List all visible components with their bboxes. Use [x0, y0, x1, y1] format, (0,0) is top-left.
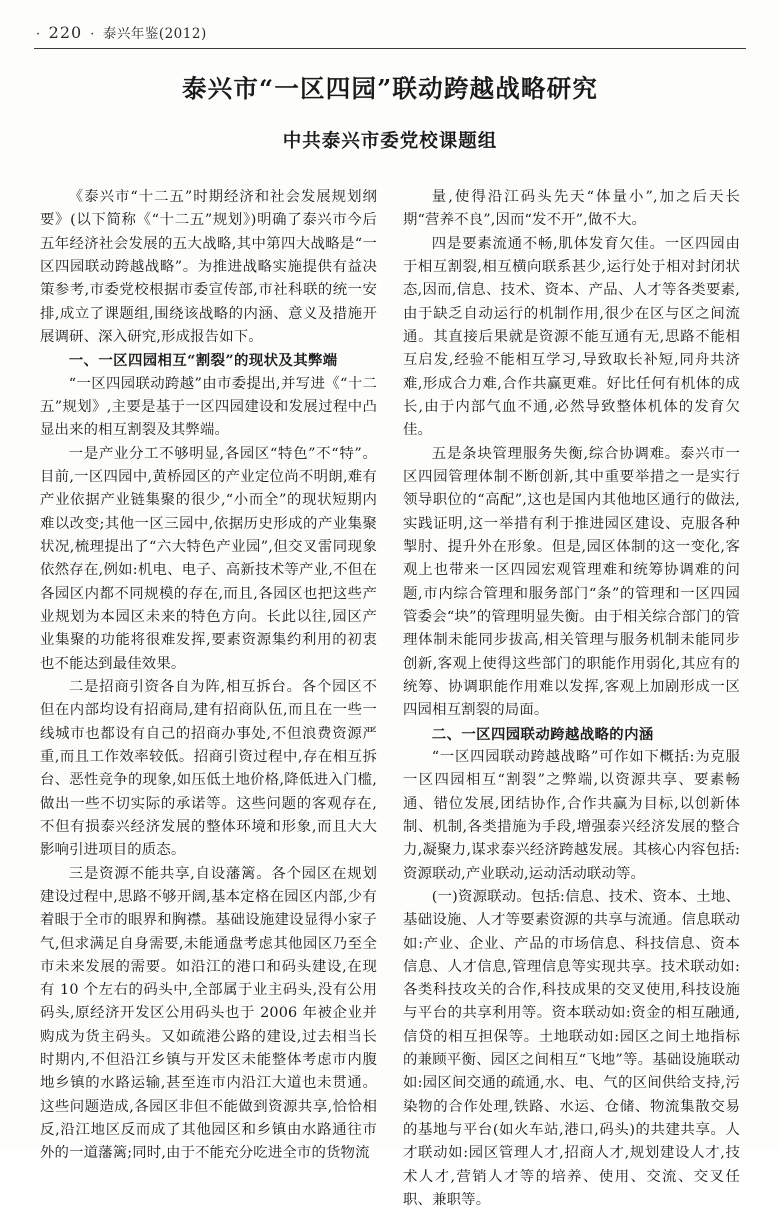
page-title: 泰兴市“一区四园”联动跨越战略研究: [181, 74, 599, 103]
body-paragraph: 《泰兴市“十二五”时期经济和社会发展规划纲要》(以下简称《“十二五”规划》)明确了泰兴市今后五年经济社会发展的五大战略,其中第四大战略是“一区四园联动跨越战略”。为推进战略实施提供有益决策参考,市委党校根据市委宣传部,市社科联的统一安排,成立了课题组,围绕该战略的内涵、意义及措施开展调研、深入研究,形成报告如下。: [40, 189, 377, 345]
section-heading: 一、一区四园相互“割裂”的现状及其弊端: [68, 352, 338, 370]
running-head-separator-dot: ·: [90, 27, 95, 42]
body-columns: [40, 186, 740, 1209]
column-right: [403, 186, 740, 1209]
section-heading: 二、一区四园联动跨越战略的内涵: [431, 725, 654, 743]
body-paragraph: 一是产业分工不够明显,各园区“特色”不“特”。目前,一区四园中,黄桥园区的产业定位尚不明朗,难有产业依据产业链集聚的很少,“小而全”的现状短期内难以改变;其他一区三园中,依据历史形成的产业集聚状况,梳理提出了“六大特色产业园”,但交叉雷同现象依然存在,例如:机电、电子、高新技术等产业,不但在各园区内都不同规模的存在,而且,各园区也把这些产业规划为本园区未来的特色方向。长此以往,园区产业集聚的功能将很难发挥,要素资源集约利用的初衷也不能达到最佳效果。: [40, 445, 377, 672]
body-paragraph: 五是条块管理服务失衡,综合协调难。泰兴市一区四园管理体制不断创新,其中重要举措之一是实行领导职位的“高配”,这也是国内其他地区通行的做法,实践证明,这一举措有利于推进园区建设、克服各种掣肘、提升外在形象。但是,园区体制的这一变化,客观上也带来一区四园宏观管理难和统筹协调难的问题,市内综合管理和服务部门“条”的管理和一区四园管委会“块”的管理明显失衡。由于相关综合部门的管理体制未能同步拔高,相关管理与服务机制未能同步创新,客观上使得这些部门的职能作用弱化,其应有的统筹、协调职能作用难以发挥,客观上加剧形成一区四园相互割裂的局面。: [403, 445, 740, 719]
column-left: [40, 186, 377, 1162]
body-paragraph: 量,使得沿江码头先天“体量小”,加之后天长期“营养不良”,因而“发不开”,做不大。: [403, 189, 740, 229]
book-title: 泰兴年鉴(2012): [102, 26, 207, 42]
body-paragraph: 四是要素流通不畅,肌体发育欠佳。一区四园由于相互割裂,相互横向联系甚少,运行处于相对封闭状态,因而,信息、技术、资本、产品、人才等各类要素,由于缺乏自动运行的机制作用,很少在区与区之间流通。其直接后果就是资源不能互通有无,思路不能相互启发,经验不能相互学习,导致取长补短,同舟共济难,形成合力难,合作共赢更难。好比任何有机体的成长,由于内部气血不通,必然导致整体机体的发育欠佳。: [403, 235, 740, 439]
title-block: [40, 72, 740, 153]
body-paragraph: (一)资源联动。包括:信息、技术、资本、土地、基础设施、人才等要素资源的共享与流通。信息联动如:产业、企业、产品的市场信息、科技信息、资本信息、人才信息,管理信息等实现共享。技术联动如:各类科技攻关的合作,科技成果的交叉使用,科技设施与平台的共享利用等。资本联动如:资金的相互融通,信贷的相互担保等。土地联动如:园区之间土地指标的兼顾平衡、园区之间相互“飞地”等。基础设施联动如:园区间交通的疏通,水、电、气的区间供给支持,污染物的合作处理,铁路、水运、仓储、物流集散交易的基地与平台(如火车站,港口,码头)的共建共享。人才联动如:园区管理人才,招商人才,规划建设人才,技术人才,营销人才等的培养、使用、交流、交叉任职、兼职等。: [403, 888, 740, 1209]
body-paragraph: 三是资源不能共享,自设藩篱。各个园区在规划建设过程中,思路不够开阔,基本定格在园区内部,少有着眼于全市的眼界和胸襟。基础设施建设显得小家子气,但求满足自身需要,未能通盘考虑其他园区乃至全市未来发展的需要。如沿江的港口和码头建设,在现有 10 个左右的码头中,全部属于业主码头,没有公用码头,原经济开发区公用码头也于 2006 年被企业并购成为货主码头。又如疏港公路的建设,过去相当长时期内,不但沿江乡镇与开发区未能整体考虑市内腹地乡镇的水路运输,甚至连市内沿江大道也未贯通。这些问题造成,各园区非但不能做到资源共享,恰恰相反,沿江地区反而成了其他园区和乡镇由水路通往市外的一道藩篱;同时,由于不能充分吃进全市的货物流: [40, 865, 377, 1162]
header-divider: [34, 48, 746, 49]
page-number: 220: [48, 23, 83, 42]
running-head-leading-dot: ·: [36, 27, 41, 42]
body-paragraph: “一区四园联动跨越”由市委提出,并写进《“十二五”规划》,主要是基于一区四园建设和发展过程中凸显出来的相互割裂及其弊端。: [40, 375, 377, 439]
body-paragraph: 二是招商引资各自为阵,相互拆台。各个园区不但在内部均设有招商局,建有招商队伍,而且在一些一线城市也都设有自己的招商办事处,不但浪费资源严重,而且工作效率较低。招商引资过程中,存在相互拆台、恶性竞争的现象,如压低土地价格,降低进入门槛,做出一些不切实际的承诺等。这些问题的客观存在,不但有损泰兴经济发展的整体环境和形象,而且大大影响引进项目的质态。: [40, 678, 377, 859]
body-paragraph: “一区四园联动跨越战略”可作如下概括:为克服一区四园相互“割裂”之弊端,以资源共享、要素畅通、错位发展,团结协作,合作共赢为目标,以创新体制、机制,各类措施为手段,增强泰兴经济发展的整合力,凝聚力,谋求泰兴经济跨越发展。其核心内容包括:资源联动,产业联动,运动活动联动等。: [403, 748, 740, 882]
author-line: 中共泰兴市委党校课题组: [282, 131, 498, 153]
running-head: [36, 22, 744, 48]
